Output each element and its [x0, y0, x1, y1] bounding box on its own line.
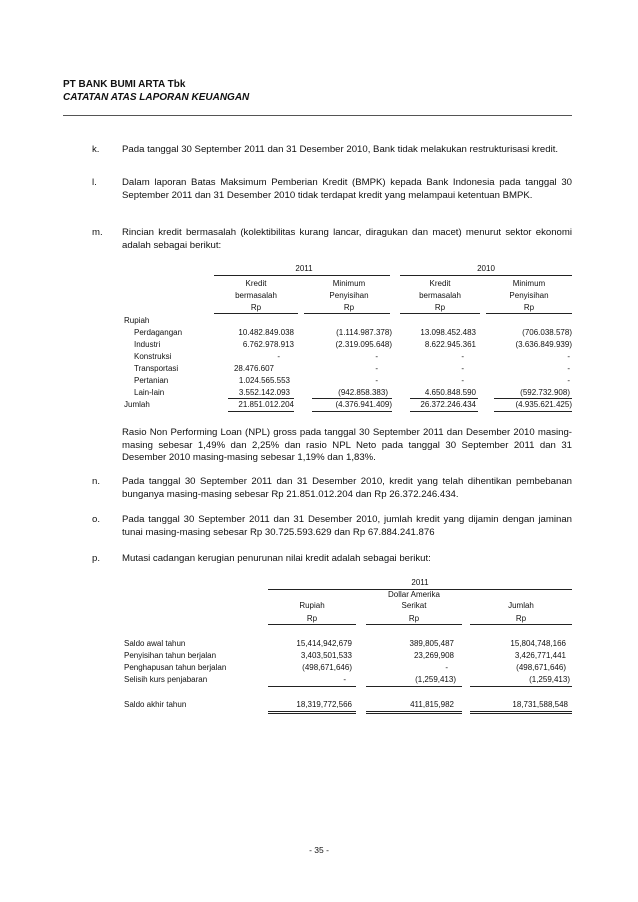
mutasi-row-value: (498,671,646) [516, 663, 566, 672]
npl-col3-h3: Rp [434, 303, 446, 312]
npl-row-value: - [277, 352, 280, 361]
npl-row-label: Transportasi [134, 364, 179, 373]
item-k [92, 144, 572, 157]
mutasi-bottom-rule-3b [470, 713, 572, 714]
npl-rule-2011 [214, 275, 390, 276]
company-name: PT BANK BUMI ARTA Tbk [63, 79, 186, 90]
npl-col1-h3: Rp [250, 303, 262, 312]
npl-rule-2010 [400, 275, 572, 276]
npl-bottom-rule-1 [228, 411, 294, 412]
npl-row-label: Konstruksi [134, 352, 172, 361]
npl-col3-h1: Kredit [429, 279, 451, 288]
npl-row-value: 8.622.945.361 [424, 340, 476, 349]
item-k-text: Pada tanggal 30 September 2011 dan 31 Desember 2010, Bank tidak melakukan restrukturisasi kredit. [122, 144, 559, 155]
npl-row-value: - [375, 376, 378, 385]
item-n-text: Pada tanggal 30 September 2011 dan 31 Desember 2010, kredit yang telah dihentikan pembebanan bunganya masing-masing sebesar Rp 21.851.012.204 dan Rp 26.372.246.434. [122, 476, 572, 500]
mutasi-sum-rule-2 [366, 686, 462, 687]
mutasi-row-value: 389,805,487 [409, 639, 454, 648]
npl-row-value: (2.319.095.648) [335, 340, 392, 349]
npl-group-label: Rupiah [124, 316, 150, 325]
mutasi-total-value: 411,815,982 [410, 700, 454, 709]
mutasi-row-value: (498,671,646) [302, 663, 352, 672]
npl-total-value: (4.935.621.425) [515, 400, 572, 409]
mutasi-col1-h3: Rp [306, 614, 318, 623]
npl-row-label: Lain-lain [134, 388, 165, 397]
item-o-text: Pada tanggal 30 September 2011 dan 31 Desember 2010, jumlah kredit yang dijamin dengan jaminan tunai masing-masing sebesar Rp 30.725.593.629 dan Rp 67.884.241.876 [122, 514, 572, 538]
item-l-text: Dalam laporan Batas Maksimum Pemberian Kredit (BMPK) kepada Bank Indonesia pada tanggal 30 September 2011 dan 31 Desember 2010 tidak terdapat kredit yang melampaui ketentuan BMPK. [122, 177, 572, 201]
npl-row-value: - [375, 352, 378, 361]
mutasi-row-label: Penyisihan tahun berjalan [124, 651, 217, 660]
npl-year-2011: 2011 [295, 264, 313, 273]
npl-row-value: - [375, 364, 378, 373]
npl-bottom-rule-3 [410, 411, 478, 412]
npl-row-label: Industri [134, 340, 161, 349]
mutasi-total-label: Saldo akhir tahun [124, 700, 187, 709]
mutasi-year: 2011 [411, 578, 429, 587]
npl-col4-h1: Minimum [512, 279, 546, 288]
item-l-label: l. [92, 177, 97, 188]
npl-year-2010: 2010 [477, 264, 495, 273]
npl-col3-h2: bermasalah [419, 291, 461, 300]
mutasi-col1-h2: Rupiah [299, 601, 325, 610]
npl-total-rule-1 [228, 398, 294, 399]
mutasi-row-value: (1,259,413) [415, 675, 456, 684]
npl-row-value: - [567, 352, 570, 361]
mutasi-col2-h2: Serikat [401, 601, 427, 610]
npl-row-value: - [461, 352, 464, 361]
document-header [63, 78, 249, 104]
mutasi-hdr-rule-1 [268, 624, 356, 625]
npl-row-value: 10.482.849.038 [238, 328, 294, 337]
npl-row-value: (592.732.908) [520, 388, 570, 397]
document-subtitle: CATATAN ATAS LAPORAN KEUANGAN [63, 92, 250, 103]
npl-total-label: Jumlah [124, 400, 150, 409]
mutasi-hdr-rule-3 [470, 624, 572, 625]
mutasi-bottom-rule-1 [268, 711, 356, 712]
mutasi-row-value: - [445, 663, 448, 672]
npl-total-value: (4.376.941.409) [335, 400, 392, 409]
npl-row-value: 28.476.607 [233, 364, 274, 373]
mutasi-row-value: 15,414,942,679 [296, 639, 352, 648]
mutasi-col3-h2: Jumlah [508, 601, 534, 610]
npl-total-value: 21.851.012.204 [238, 400, 294, 409]
mutasi-bottom-rule-2b [366, 713, 462, 714]
npl-total-rule-4 [494, 398, 572, 399]
item-o [92, 514, 572, 539]
mutasi-bottom-rule-1b [268, 713, 356, 714]
mutasi-row-label: Saldo awal tahun [124, 639, 186, 648]
npl-col4-h2: Penyisihan [509, 291, 549, 300]
mutasi-col3-h3: Rp [515, 614, 527, 623]
npl-row-value: (942.858.383) [338, 388, 388, 397]
npl-row-value: (1.114.987.378) [336, 328, 392, 337]
npl-row-value: 13.098.452.483 [420, 328, 476, 337]
npl-row-value: 3.552.142.093 [238, 388, 290, 397]
item-p-text: Mutasi cadangan kerugian penurunan nilai kredit adalah sebagai berikut: [122, 553, 431, 564]
item-m [92, 227, 572, 252]
npl-bottom-rule-2 [312, 411, 392, 412]
mutasi-row-label: Selisih kurs penjabaran [124, 675, 208, 684]
npl-total-rule-3 [410, 398, 478, 399]
npl-ratio-paragraph: Rasio Non Performing Loan (NPL) gross pada tanggal 30 September 2011 dan Desember 2010 masing-masing sebesar 1,49% dan 2,25% dan rasio NPL Neto pada tanggal 30 September 2011 dan 31 Desember 2010 masing-masing sebesar 1,19% dan 1,83%. [122, 427, 572, 464]
npl-row-value: 6.762.978.913 [242, 340, 294, 349]
npl-col2-h3: Rp [343, 303, 355, 312]
item-o-label: o. [92, 514, 101, 525]
mutasi-row-label: Penghapusan tahun berjalan [124, 663, 227, 672]
npl-row-value: 4.650.848.590 [424, 388, 476, 397]
item-m-text: Rincian kredit bermasalah (kolektibilitas kurang lancar, diragukan dan macet) menurut sektor ekonomi adalah sebagai berikut: [122, 227, 572, 251]
npl-hdr-rule-1 [214, 313, 298, 314]
npl-col1-h2: bermasalah [235, 291, 277, 300]
header-divider [63, 115, 572, 116]
npl-bottom-rule-4 [494, 411, 572, 412]
npl-total-rule-2 [312, 398, 392, 399]
mutasi-col2-h1: Dollar Amerika [387, 590, 440, 599]
item-n-label: n. [92, 476, 101, 487]
page-number: - 35 - [309, 845, 329, 855]
npl-row-label: Perdagangan [134, 328, 183, 337]
npl-total-value: 26.372.246.434 [420, 400, 476, 409]
mutasi-row-value: 23,269,908 [413, 651, 454, 660]
npl-hdr-rule-3 [400, 313, 480, 314]
mutasi-sum-rule-1 [268, 686, 356, 687]
npl-row-value: - [567, 376, 570, 385]
npl-col2-h1: Minimum [332, 279, 366, 288]
mutasi-sum-rule-3 [470, 686, 572, 687]
mutasi-row-value: - [343, 675, 346, 684]
item-p [92, 553, 572, 566]
item-l [92, 177, 572, 202]
mutasi-bottom-rule-3 [470, 711, 572, 712]
mutasi-row-value: 3,426,771,441 [514, 651, 566, 660]
npl-row-value: - [567, 364, 570, 373]
npl-col4-h3: Rp [523, 303, 535, 312]
npl-col2-h2: Penyisihan [329, 291, 369, 300]
npl-row-value: (3.636.849.939) [515, 340, 572, 349]
npl-row-value: 1.024.565.553 [238, 376, 290, 385]
mutasi-row-value: 3,403,501,533 [300, 651, 352, 660]
mutasi-total-value: 18,319,772,566 [296, 700, 352, 709]
npl-col1-h1: Kredit [245, 279, 267, 288]
item-m-label: m. [92, 227, 103, 238]
mutasi-row-value: (1,259,413) [529, 675, 570, 684]
mutasi-total-value: 18,731,588,548 [512, 700, 568, 709]
mutasi-hdr-rule-2 [366, 624, 462, 625]
item-n [92, 476, 572, 501]
item-p-label: p. [92, 553, 101, 564]
npl-hdr-rule-2 [304, 313, 390, 314]
item-k-label: k. [92, 144, 100, 155]
npl-hdr-rule-4 [486, 313, 572, 314]
npl-row-value: - [461, 376, 464, 385]
npl-row-label: Pertanian [134, 376, 169, 385]
npl-row-value: (706.038.578) [522, 328, 572, 337]
mutasi-row-value: 15,804,748,166 [510, 639, 566, 648]
mutasi-bottom-rule-2 [366, 711, 462, 712]
mutasi-col2-h3: Rp [408, 614, 420, 623]
npl-row-value: - [461, 364, 464, 373]
